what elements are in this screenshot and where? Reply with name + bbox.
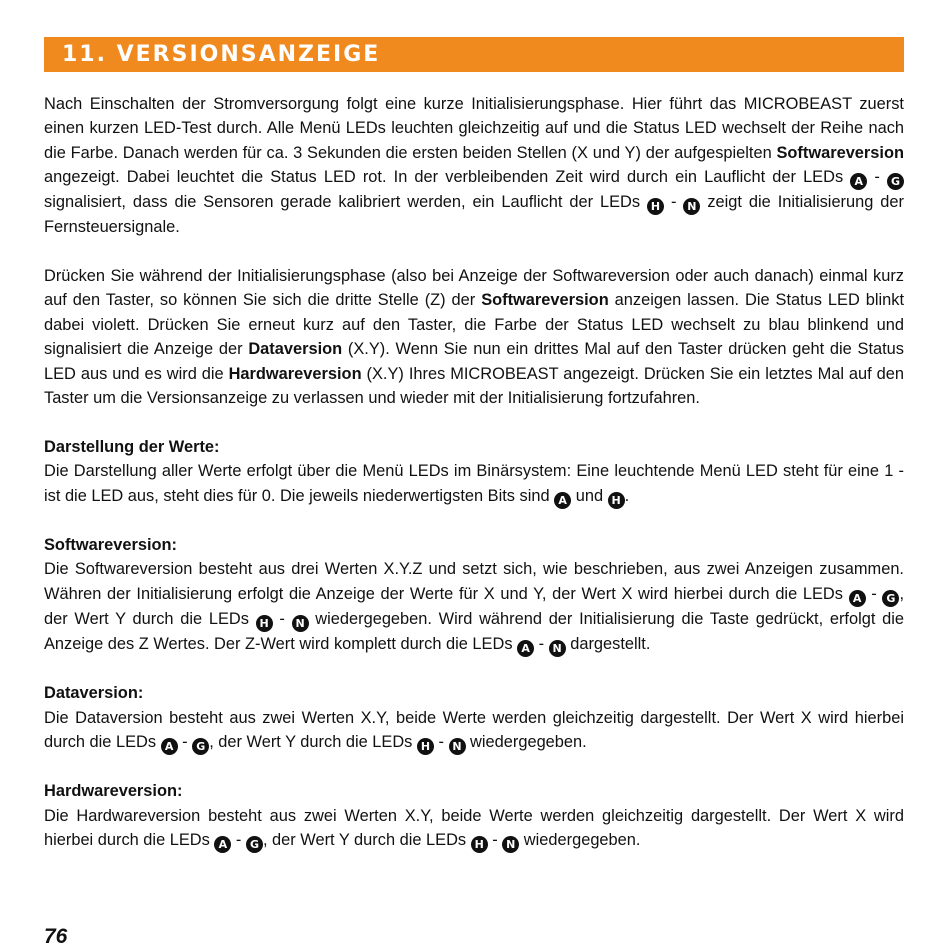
led-h-icon: H: [256, 615, 273, 632]
led-h-icon: H: [417, 738, 434, 755]
subheading-darstellung: Darstellung der Werte:: [44, 437, 220, 456]
bold-term: Dataversion: [248, 340, 343, 359]
text: signalisiert, dass die Sensoren gerade kalibriert werden, ein Lauflicht der LEDs: [44, 193, 648, 212]
button-paragraph: [44, 264, 904, 410]
text: Die Dataversion besteht aus zwei Werten X.Y, beide Werte werden gleichzeitig dargestellt. Der Wert X wird hierbei durch die LEDs: [44, 708, 904, 752]
dash: -: [664, 193, 684, 212]
dash: -: [534, 634, 549, 653]
led-a-icon: A: [849, 590, 866, 607]
text: wiedergegeben.: [465, 733, 587, 752]
bold-term: Softwareversion: [776, 143, 904, 162]
led-n-icon: N: [292, 615, 309, 632]
text: angezeigt. Dabei leuchtet die Status LED rot. In der verbleibenden Zeit wird durch ein Lauflicht der LEDs: [44, 168, 851, 187]
text: Die Darstellung aller Werte erfolgt über die Menü LEDs im Binärsystem: Eine leuchtende Menü LED steht für eine 1 - ist die LED aus, steht dies für 0. Die jeweils niederwertigsten Bits sind: [44, 462, 904, 505]
subheading-softwareversion: Softwareversion:: [44, 536, 177, 555]
text: Die Softwareversion besteht aus drei Werten X.Y.Z und setzt sich, wie beschrieben, aus zwei Anzeigen zusammen. Währen der Initialisierung erfolgt die Anzeige der Werte für X und Y, der Wert X wird hierbei durch die LEDs: [44, 560, 904, 603]
text: (X.Y) Ihres MICROBEAST angezeigt. Drücken Sie ein letztes Mal auf den Taster um die Versionsanzeige zu verlassen und wieder mit der Initialisierung fortzufahren.: [44, 364, 905, 408]
bold-term: Hardwareversion: [228, 364, 362, 383]
dash: -: [433, 733, 449, 752]
text: (X.Y). Wenn Sie nun ein drittes Mal auf den Taster drücken geht die Status LED aus und es wird die: [44, 340, 904, 383]
section-banner: [44, 37, 904, 72]
led-n-icon: N: [683, 198, 700, 215]
led-g-icon: G: [192, 738, 209, 755]
text: Drücken Sie während der Initialisierungsphase (also bei Anzeige der Softwareversion oder auch danach) einmal kurz auf den Taster, so können Sie sich die dritte Stelle (Z) der: [44, 267, 904, 310]
darstellung-paragraph: [44, 459, 904, 508]
text: , der Wert Y durch die LEDs: [262, 831, 471, 850]
dash: -: [272, 609, 292, 628]
led-h-icon: H: [647, 198, 664, 215]
text: zeigt die Initialisierung der Fernsteuersignale.: [44, 193, 904, 237]
led-a-icon: A: [214, 836, 231, 853]
dash: -: [487, 831, 503, 850]
led-a-icon: A: [850, 173, 867, 190]
led-a-icon: A: [517, 640, 534, 657]
led-n-icon: N: [449, 738, 466, 755]
led-n-icon: N: [549, 640, 566, 657]
text: .: [624, 486, 630, 505]
led-h-icon: H: [471, 836, 488, 853]
led-g-icon: G: [887, 173, 904, 190]
bold-term: Softwareversion: [481, 291, 609, 310]
led-n-icon: N: [502, 836, 519, 853]
dash: -: [867, 168, 887, 187]
dataversion-paragraph: [44, 706, 904, 755]
text: , der Wert Y durch die LEDs: [209, 733, 417, 752]
intro-paragraph: [44, 92, 904, 240]
text: wiedergegeben. Wird während der Initialisierung die Taste gedrückt, erfolgt die Anzeige des Z Wertes. Der Z-Wert wird komplett durch die LEDs: [44, 609, 905, 653]
subheading-hardwareversion: Hardwareversion:: [44, 782, 183, 801]
text: Die Hardwareversion besteht aus zwei Werten X.Y, beide Werte werden gleichzeitig dargestellt. Der Wert X wird hierbei durch die LEDs: [44, 806, 904, 850]
led-a-icon: A: [161, 738, 178, 755]
led-h-icon: H: [608, 492, 625, 509]
text: dargestellt.: [565, 634, 651, 653]
page-number: 76: [44, 925, 68, 948]
page-content: [44, 92, 904, 853]
subheading-dataversion: Dataversion:: [44, 684, 144, 703]
text: wiedergegeben.: [519, 831, 641, 850]
led-a-icon: A: [554, 492, 571, 509]
dash: -: [231, 831, 246, 850]
hardwareversion-paragraph: [44, 804, 904, 853]
dash: -: [177, 733, 193, 752]
led-g-icon: G: [246, 836, 263, 853]
section-title: 11. VERSIONSANZEIGE: [62, 42, 381, 67]
text: Nach Einschalten der Stromversorgung folgt eine kurze Initialisierungsphase. Hier führt das MICROBEAST zuerst einen kurzen LED-Test durch. Alle Menü LEDs leuchten gleichzeitig auf und die Status LED wechselt der Reihe nach die Farbe. Danach werden für ca. 3 Sekunden die ersten beiden Stellen (X und Y) der aufgespielten: [44, 95, 904, 162]
dash: -: [865, 584, 883, 603]
led-g-icon: G: [882, 590, 899, 607]
text: , der Wert Y durch die LEDs: [44, 584, 904, 628]
text: und: [571, 486, 608, 505]
softwareversion-paragraph: [44, 557, 904, 656]
text: anzeigen lassen. Die Status LED blinkt dabei violett. Drücken Sie erneut kurz auf den Taster, die Farbe der Status LED wechselt zu blau blinkend und signalisiert die Anzeige der: [44, 291, 904, 359]
